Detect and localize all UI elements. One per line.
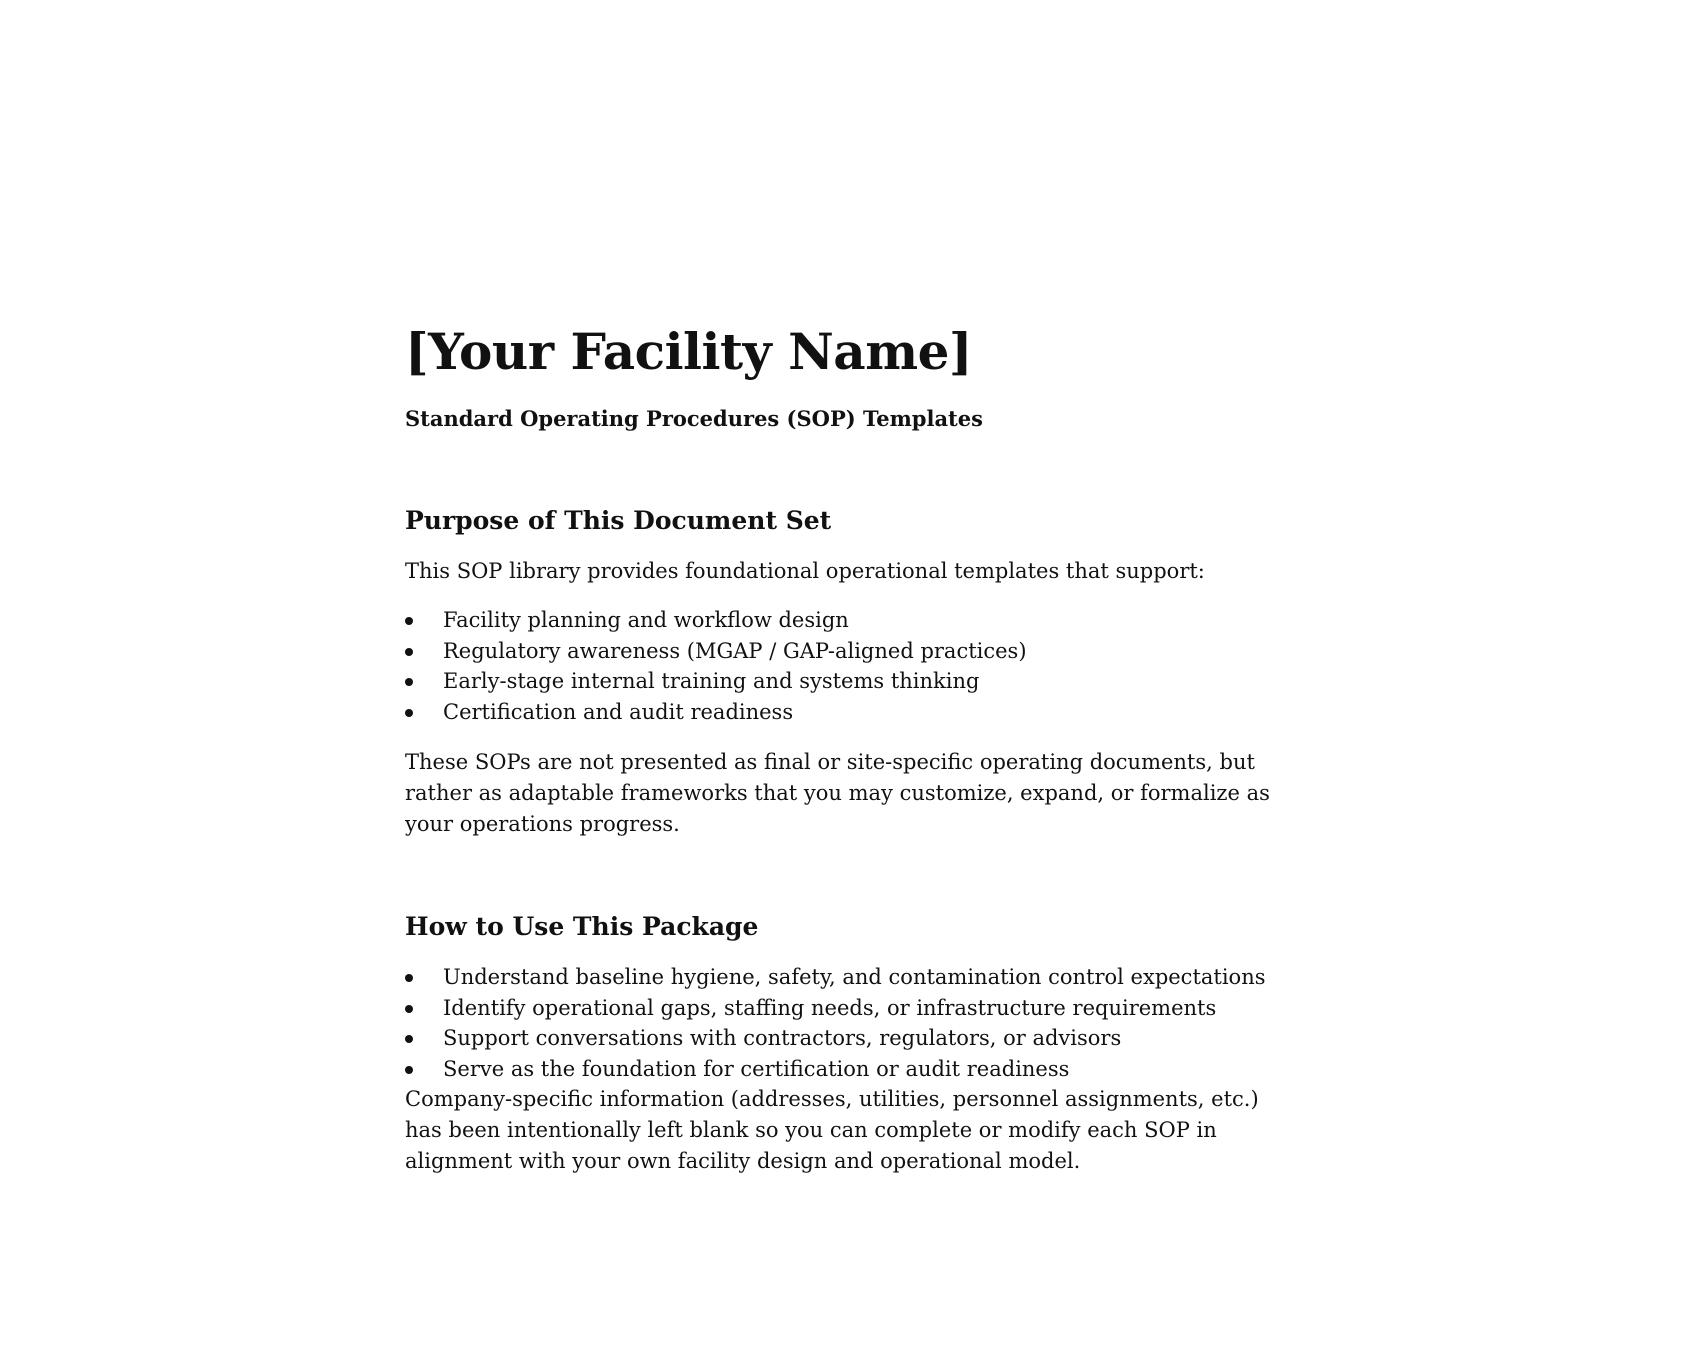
document-title: [Your Facility Name] bbox=[405, 322, 973, 381]
section-heading-purpose: Purpose of This Document Set bbox=[405, 506, 832, 535]
list-item: Certification and audit readiness bbox=[405, 697, 1285, 728]
list-item: Regulatory awareness (MGAP / GAP-aligned practices) bbox=[405, 636, 1285, 667]
bullet-icon bbox=[405, 1035, 413, 1043]
section-paragraph-usage: Company-specific information (addresses, utilities, personnel assignments, etc.) has been intentionally left blank so you can complete or modify each SOP in alignment with your own facility design and operational model. bbox=[405, 1087, 1259, 1173]
bullet-icon bbox=[405, 678, 413, 686]
list-item: Support conversations with contractors, regulators, or advisors bbox=[405, 1023, 1285, 1054]
section-paragraph-purpose: These SOPs are not presented as final or site-specific operating documents, but rather as adaptable frameworks that you may customize, expand, or formalize as your operations progress. bbox=[405, 750, 1270, 836]
document-page bbox=[405, 320, 1285, 1178]
clipped-paragraph-container bbox=[405, 1084, 1285, 1178]
section-intro-purpose: This SOP library provides foundational operational templates that support: bbox=[405, 559, 1205, 583]
bullet-icon bbox=[405, 1005, 413, 1013]
list-item: Understand baseline hygiene, safety, and contamination control expectations bbox=[405, 962, 1285, 993]
list-item: Identify operational gaps, staffing needs, or infrastructure requirements bbox=[405, 993, 1285, 1024]
bullet-icon bbox=[405, 1066, 413, 1074]
document-subtitle: Standard Operating Procedures (SOP) Templates bbox=[405, 406, 983, 431]
bullet-icon bbox=[405, 648, 413, 656]
bullet-icon bbox=[405, 974, 413, 982]
list-item: Early-stage internal training and systems thinking bbox=[405, 666, 1285, 697]
list-item: Facility planning and workflow design bbox=[405, 605, 1285, 636]
section-heading-usage: How to Use This Package bbox=[405, 912, 759, 941]
bullet-list-usage bbox=[405, 962, 1285, 1084]
bullet-list-purpose bbox=[405, 605, 1285, 727]
bullet-icon bbox=[405, 617, 413, 625]
bullet-icon bbox=[405, 709, 413, 717]
list-item: Serve as the foundation for certification or audit readiness bbox=[405, 1054, 1285, 1085]
